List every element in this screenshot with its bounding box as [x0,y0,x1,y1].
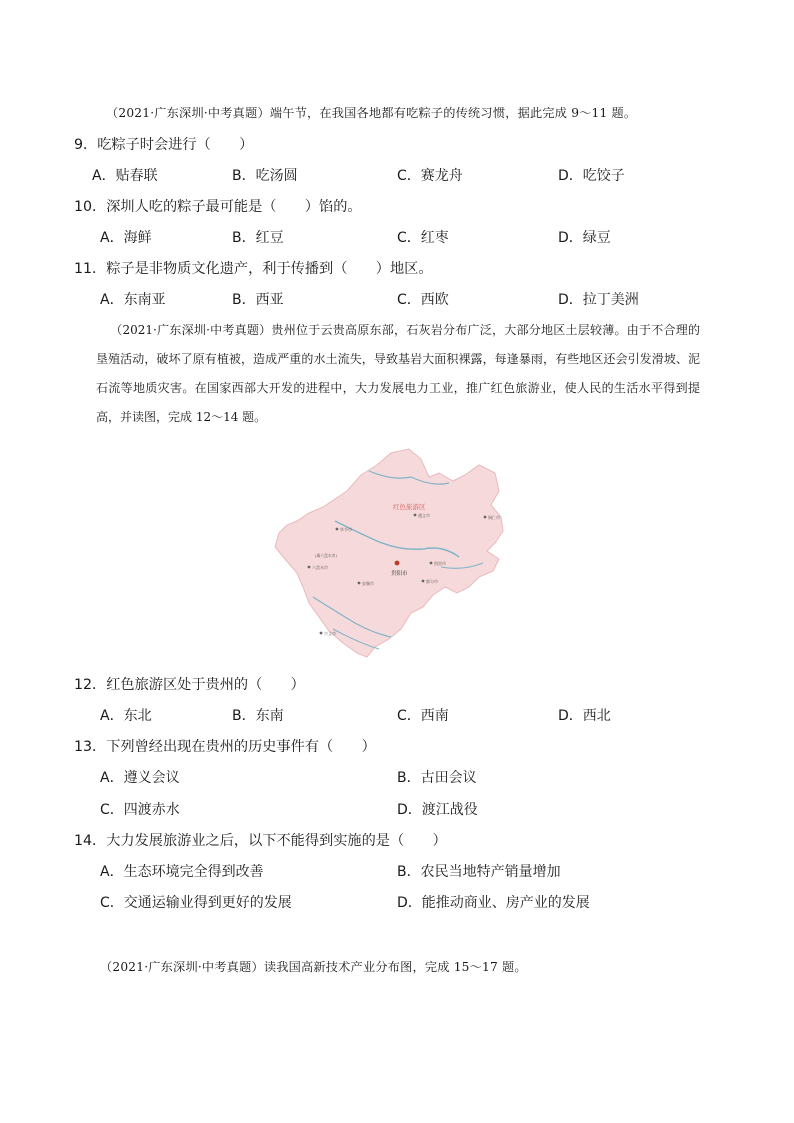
q13-option-b[interactable]: B．古田会议 [397,770,477,786]
q11-option-c[interactable]: C．西欧 [397,292,449,308]
map-label-duyun: 都匀市 [426,579,438,584]
q11-option-a[interactable]: A．东南亚 [100,292,166,308]
q10-option-a[interactable]: A．海鲜 [100,230,152,246]
q9-option-c[interactable]: C．赛龙舟 [397,168,463,184]
city-marker-liupanshui [308,566,311,569]
guizhou-map-svg [273,447,529,659]
q13-option-c[interactable]: C．四渡赤水 [100,802,180,818]
intro-9-11: （2021·广东深圳·中考真题）端午节，在我国各地都有吃粽子的传统习惯，据此完成 9～11 题。 [106,106,637,120]
q13-option-a[interactable]: A．遵义会议 [100,770,180,786]
map-label-kaili: 凯里市 [434,561,446,566]
q12-option-c[interactable]: C．西南 [397,708,449,724]
city-marker-bijie [336,528,339,531]
question-9: 9．吃粽子时会进行（ ） [74,137,254,153]
q14-option-b[interactable]: B．农民当地特产销量增加 [397,864,561,880]
city-marker-anshun [358,582,361,585]
map-label-xingyi: 兴义市 [324,631,336,636]
map-label-capital: 贵阳市 [391,571,408,577]
map-label-zunyi: 遵义市 [418,513,430,518]
q11-option-b[interactable]: B．西亚 [232,292,284,308]
intro-15-17: （2021·广东深圳·中考真题）读我国高新技术产业分布图，完成 15～17 题。 [100,960,527,974]
q10-option-c[interactable]: C．红枣 [397,230,449,246]
q9-option-d[interactable]: D．吃饺子 [558,168,625,184]
intro-12-14-text: （2021·广东深圳·中考真题）贵州位于云贵高原东部，石灰岩分布广泛，大部分地区土层较薄。由于不合理的垦殖活动，破坏了原有植被，造成严重的水土流失，导致基岩大面积裸露，每逢暴雨，有些地区还会引发滑坡、泥石流等地质灾害。在国家西部大开发的进程中，大力发展电力工业，推广红色旅游业，使人民的生活水平得到提高，并读图，完成 12～14 题。 [96,323,700,424]
city-marker-xingyi [320,632,323,635]
q12-option-b[interactable]: B．东南 [232,708,284,724]
map-label-note: (属六盘水市) [315,553,337,558]
map-label-region: 红色旅游区 [393,503,426,511]
guizhou-province-shape [275,449,503,657]
map-label-tongren: 铜仁市 [488,515,500,520]
question-13: 13．下列曾经出现在贵州的历史事件有（ ） [74,739,376,755]
city-marker-duyun [422,580,425,583]
q9-option-a[interactable]: A．贴春联 [92,168,158,184]
q10-option-b[interactable]: B．红豆 [232,230,284,246]
capital-marker [395,561,400,566]
question-11: 11．粽子是非物质文化遗产，利于传播到（ ）地区。 [74,261,433,277]
city-marker-zunyi [414,514,417,517]
q12-option-d[interactable]: D．西北 [558,708,611,724]
q11-option-d[interactable]: D．拉丁美洲 [558,292,639,308]
q13-option-d[interactable]: D．渡江战役 [397,802,478,818]
question-14: 14．大力发展旅游业之后，以下不能得到实施的是（ ） [74,833,447,849]
q14-option-d[interactable]: D．能推动商业、房产业的发展 [397,895,590,911]
q14-option-c[interactable]: C．交通运输业得到更好的发展 [100,895,292,911]
question-10: 10．深圳人吃的粽子最可能是（ ）馅的。 [74,199,362,215]
city-marker-tongren [484,516,487,519]
q10-option-d[interactable]: D．绿豆 [558,230,611,246]
q12-option-a[interactable]: A．东北 [100,708,152,724]
map-label-anshun: 安顺市 [362,581,374,586]
q9-option-b[interactable]: B．吃汤圆 [232,168,298,184]
question-12: 12．红色旅游区处于贵州的（ ） [74,677,305,693]
city-marker-kaili [430,562,433,565]
map-label-bijie: 毕节市 [340,527,352,532]
guizhou-map [273,447,529,659]
q14-option-a[interactable]: A．生态环境完全得到改善 [100,864,264,880]
map-label-liupanshui: 六盘水市 [312,565,328,570]
intro-12-14 [96,316,700,432]
